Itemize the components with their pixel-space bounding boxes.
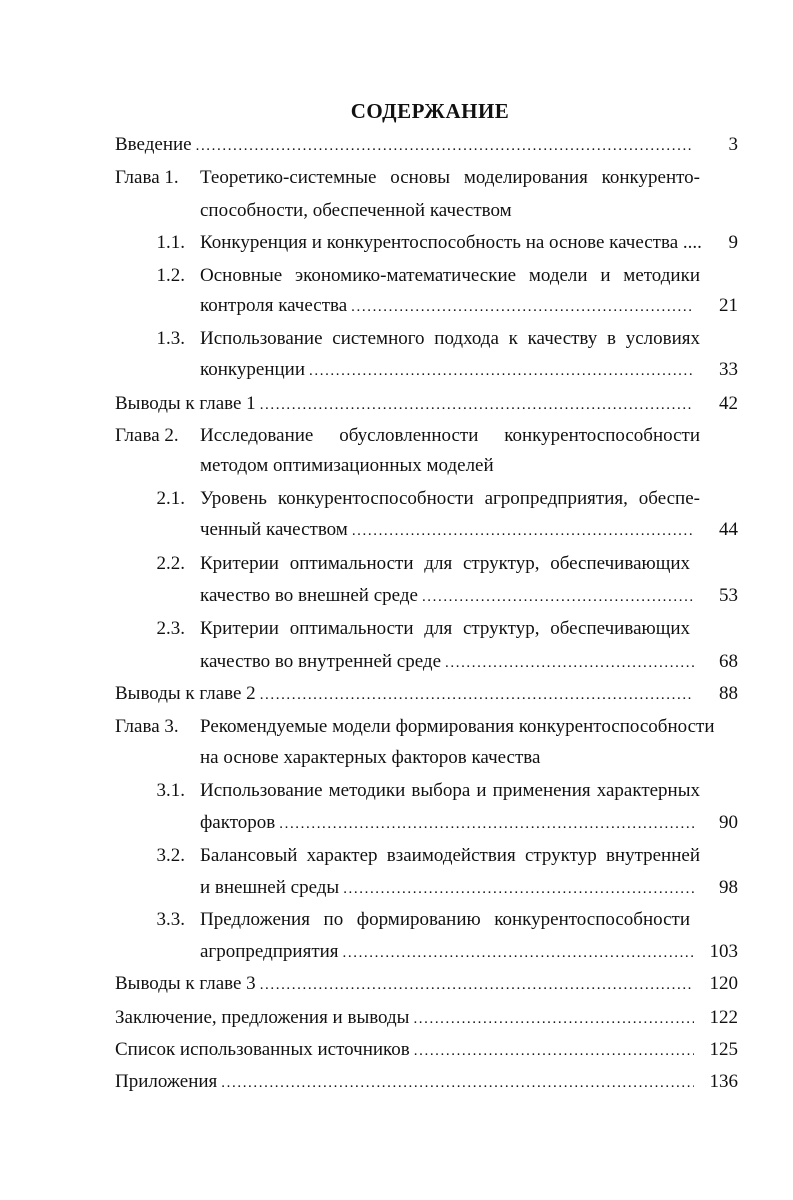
page-title: СОДЕРЖАНИЕ xyxy=(350,99,510,123)
toc-entry-concl-1 xyxy=(115,390,700,418)
chapter-title-line: способности, обеспеченной качеством xyxy=(200,200,512,221)
toc-page-number: 44 xyxy=(719,519,738,540)
section-title-line: Критерии оптимальности для структур, обеспечивающих xyxy=(200,618,690,639)
toc-page-number: 125 xyxy=(709,1039,738,1060)
toc-entry-concl-3 xyxy=(115,970,700,998)
toc-label: Выводы к главе 3 xyxy=(115,973,256,994)
toc-entry-2-3 xyxy=(200,648,700,676)
toc-label: конкуренции xyxy=(200,359,306,380)
section-number: 2.1. xyxy=(156,488,185,509)
leader-dots xyxy=(414,1037,694,1065)
toc-page-number: 33 xyxy=(719,359,738,380)
section-title-line: Балансовый характер взаимодействия структур внутренней xyxy=(200,845,700,866)
section-title-line: Предложения по формированию конкурентоспособности xyxy=(200,909,690,930)
toc-page-number: 122 xyxy=(709,1007,738,1028)
section-number: 2.3. xyxy=(156,618,185,639)
toc-label: Выводы к главе 1 xyxy=(115,393,256,414)
toc-label: качество во внешней среде xyxy=(200,585,418,606)
leader-dots xyxy=(445,649,694,677)
toc-label: Выводы к главе 2 xyxy=(115,683,256,704)
toc-entry-intro xyxy=(115,131,700,159)
leader-dots xyxy=(260,681,694,709)
toc-page-number: 9 xyxy=(728,232,738,253)
toc-label: контроля качества xyxy=(200,295,348,316)
toc-page-number: 136 xyxy=(709,1071,738,1092)
section-title-line: Уровень конкурентоспособности агропредприятия, обеспе- xyxy=(200,488,700,509)
toc-page-number: 98 xyxy=(719,877,738,898)
toc-label: Конкуренция и конкурентоспособность на основе качества .... xyxy=(200,232,702,253)
section-number: 3.3. xyxy=(156,909,185,930)
leader-dots xyxy=(351,293,694,321)
toc-page-number: 88 xyxy=(719,683,738,704)
chapter-number: Глава 2. xyxy=(115,425,179,446)
toc-label: Заключение, предложения и выводы xyxy=(115,1007,410,1028)
toc-entry-2-1 xyxy=(200,516,700,544)
leader-dots xyxy=(260,971,694,999)
chapter-title-line: Рекомендуемые модели формирования конкурентоспособности xyxy=(200,716,715,737)
toc-page-number: 90 xyxy=(719,812,738,833)
toc-page-number: 120 xyxy=(709,973,738,994)
chapter-number: Глава 3. xyxy=(115,716,179,737)
leader-dots xyxy=(352,517,694,545)
toc-entry-sources xyxy=(115,1036,700,1064)
toc-page-number: 21 xyxy=(719,295,738,316)
section-number: 1.3. xyxy=(156,328,185,349)
toc-entry-3-3 xyxy=(200,938,700,966)
toc-entry-3-1 xyxy=(200,809,700,837)
toc-entry-1-2 xyxy=(200,292,700,320)
toc-label: Приложения xyxy=(115,1071,218,1092)
section-number: 3.2. xyxy=(156,845,185,866)
toc-label: и внешней среды xyxy=(200,877,340,898)
toc-page-number: 53 xyxy=(719,585,738,606)
section-title-line: Критерии оптимальности для структур, обеспечивающих xyxy=(200,553,690,574)
section-title-line: Использование системного подхода к качеству в условиях xyxy=(200,328,700,349)
leader-dots xyxy=(343,875,694,903)
section-title-line: Использование методики выбора и применения характерных xyxy=(200,780,700,801)
section-number: 1.1. xyxy=(156,232,185,253)
chapter-title-line: методом оптимизационных моделей xyxy=(200,455,494,476)
section-number: 2.2. xyxy=(156,553,185,574)
toc-entry-1-3 xyxy=(200,356,700,384)
leader-dots xyxy=(422,583,694,611)
chapter-number: Глава 1. xyxy=(115,167,179,188)
leader-dots xyxy=(343,939,694,967)
leader-dots xyxy=(413,1005,694,1033)
toc-page-number: 42 xyxy=(719,393,738,414)
chapter-title-line: на основе характерных факторов качества xyxy=(200,747,541,768)
toc-entry-conclusion xyxy=(115,1004,700,1032)
toc-label: факторов xyxy=(200,812,276,833)
toc-label: Введение xyxy=(115,134,192,155)
toc-page-number: 68 xyxy=(719,651,738,672)
leader-dots xyxy=(196,132,694,160)
leader-dots xyxy=(221,1069,694,1097)
toc-page-number: 103 xyxy=(709,941,738,962)
toc-page-number: 3 xyxy=(728,134,738,155)
section-title-line: Основные экономико-математические модели и методики xyxy=(200,265,700,286)
toc-label: агропредприятия xyxy=(200,941,339,962)
toc-label: ченный качеством xyxy=(200,519,348,540)
toc-entry-appendix xyxy=(115,1068,700,1096)
leader-dots xyxy=(279,810,694,838)
chapter-title-line: Исследование обусловленности конкурентоспособности xyxy=(200,425,700,446)
toc-label: качество во внутренней среде xyxy=(200,651,442,672)
leader-dots xyxy=(260,391,694,419)
toc-entry-concl-2 xyxy=(115,680,700,708)
section-number: 3.1. xyxy=(156,780,185,801)
section-number: 1.2. xyxy=(156,265,185,286)
toc-entry-3-2 xyxy=(200,874,700,902)
leader-dots xyxy=(309,357,694,385)
toc-entry-2-2 xyxy=(200,582,700,610)
chapter-title-line: Теоретико-системные основы моделирования конкуренто- xyxy=(200,167,700,188)
toc-label: Список использованных источников xyxy=(115,1039,410,1060)
